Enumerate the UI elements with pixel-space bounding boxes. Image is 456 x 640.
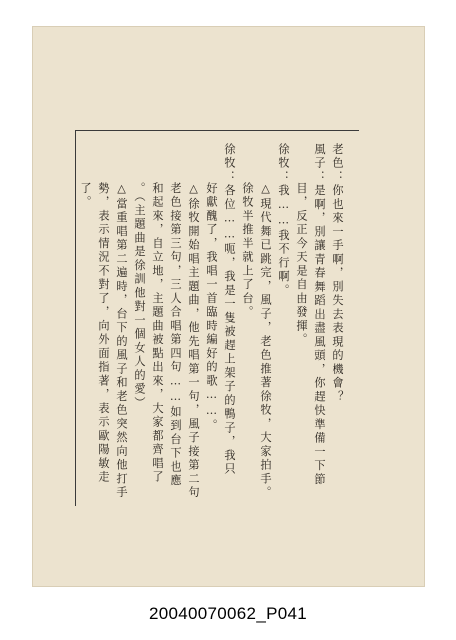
- script-line: △徐牧開始唱主題曲，他先唱第一句，風子接第二句: [187, 182, 200, 501]
- script-line: 徐牧半推半就上了台。: [241, 182, 254, 320]
- script-line: △當重唱第二遍時，台下的風子和老色突然向他打手: [115, 182, 128, 501]
- script-line: 徐牧：各位……呃，我是一隻被趕上架子的鴨子，我只: [223, 143, 236, 477]
- script-line: 風子：是啊，別讓青春舞蹈出盡風頭，你趕快準備一下節: [313, 143, 326, 487]
- frame-top-rule: [75, 130, 359, 131]
- script-line: 好獻醜了，我唱一首臨時編好的歌……。: [205, 182, 218, 434]
- script-line: 。（主題曲是徐訓他對一個女人的愛）: [133, 182, 146, 411]
- script-line: 了。: [79, 182, 92, 210]
- script-line: 和起來，自立地，主題曲被點出來，大家都齊唱了: [151, 182, 164, 485]
- script-line: 老色接第三句，三人合唱第四句……如到台下也應: [169, 182, 182, 489]
- script-line: 目，反正今天是自由發揮。: [295, 182, 308, 347]
- script-line: 老色：你也來一手啊，別失去表現的機會？: [331, 143, 344, 405]
- script-line: △現代舞已跳完，風子，老色推著徐牧，大家拍手。: [259, 182, 272, 501]
- frame-left-rule: [75, 130, 76, 506]
- image-caption: 20040070062_P041: [149, 604, 307, 623]
- script-line: 勢，表示情況不對了，向外面指著，表示歐陽敏走: [97, 182, 110, 485]
- script-line: 徐牧：我……我不行啊。: [277, 143, 290, 298]
